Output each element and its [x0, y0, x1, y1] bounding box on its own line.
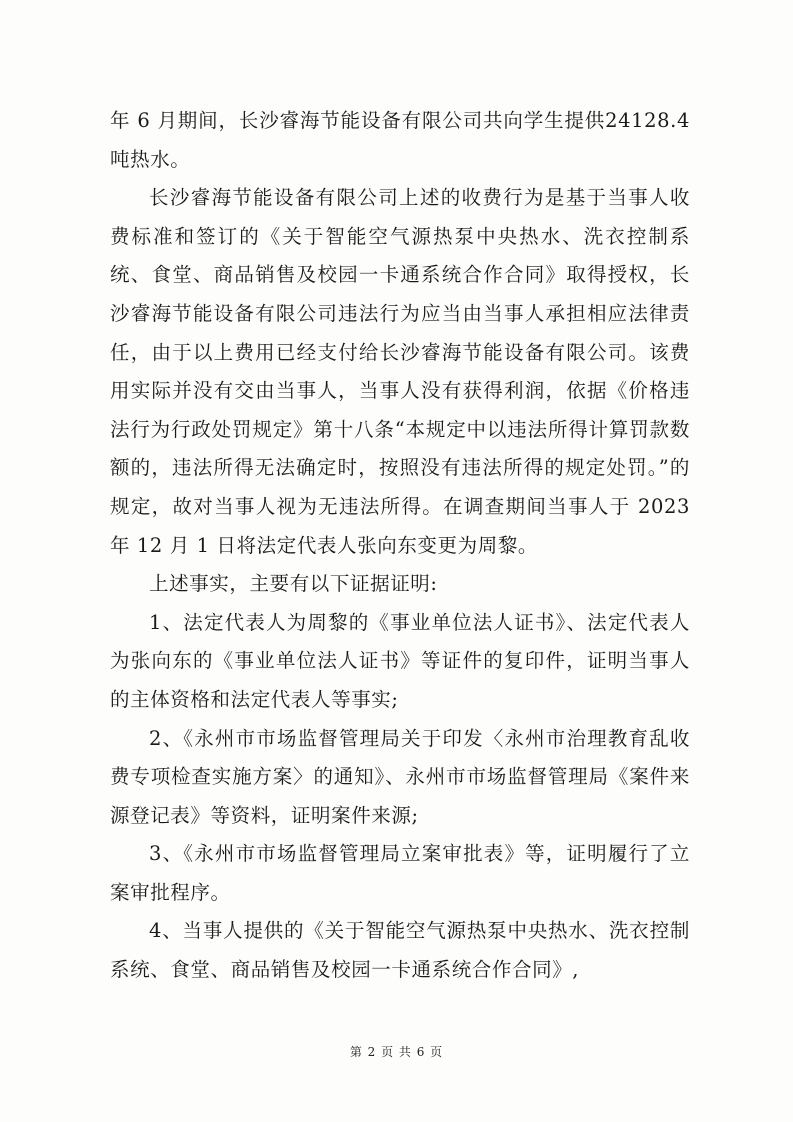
page-number-footer: 第 2 页 共 6 页: [349, 1045, 444, 1059]
paragraph-evidence-intro: 上述事实，主要有以下证据证明:: [149, 572, 438, 596]
evidence-item-3: 3、《永州市市场监督管理局立案审批表》等，证明履行了立案审批程序。: [110, 842, 690, 904]
paragraph-continuation: 年 6 月期间，长沙睿海节能设备有限公司共向学生提供24128.4吨热水。: [110, 109, 690, 171]
evidence-item-2: 2、《永州市市场监督管理局关于印发〈永州市治理教育乱收费专项检查实施方案〉的通知》、永州市市场监督管理局《案件来源登记表》等资料，证明案件来源;: [110, 726, 690, 827]
document-body: [110, 102, 690, 990]
evidence-item-4: 4、当事人提供的《关于智能空气源热泵中央热水、洗衣控制系统、食堂、商品销售及校园一卡通系统合作合同》,: [110, 919, 690, 982]
paragraph-liability: 长沙睿海节能设备有限公司上述的收费行为是基于当事人收费标准和签订的《关于智能空气源热泵中央热水、洗衣控制系统、食堂、商品销售及校园一卡通系统合作合同》取得授权，长沙睿海节能设备有限公司违法行为应当由当事人承担相应法律责任，由于以上费用已经支付给长沙睿海节能设备有限公司。该费用实际并没有交由当事人，当事人没有获得利润，依据《价格违法行为行政处罚规定》第十八条“本规定中以违法所得计算罚款数额的，违法所得无法确定时，按照没有违法所得的规定处罚。”的规定，故对当事人视为无违法所得。在调查期间当事人于 2023 年 12 月 1 日将法定代表人张向东变更为周黎。: [110, 186, 690, 557]
evidence-item-1: 1、法定代表人为周黎的《事业单位法人证书》、法定代表人为张向东的《事业单位法人证书》等证件的复印件，证明当事人的主体资格和法定代表人等事实;: [110, 610, 690, 711]
